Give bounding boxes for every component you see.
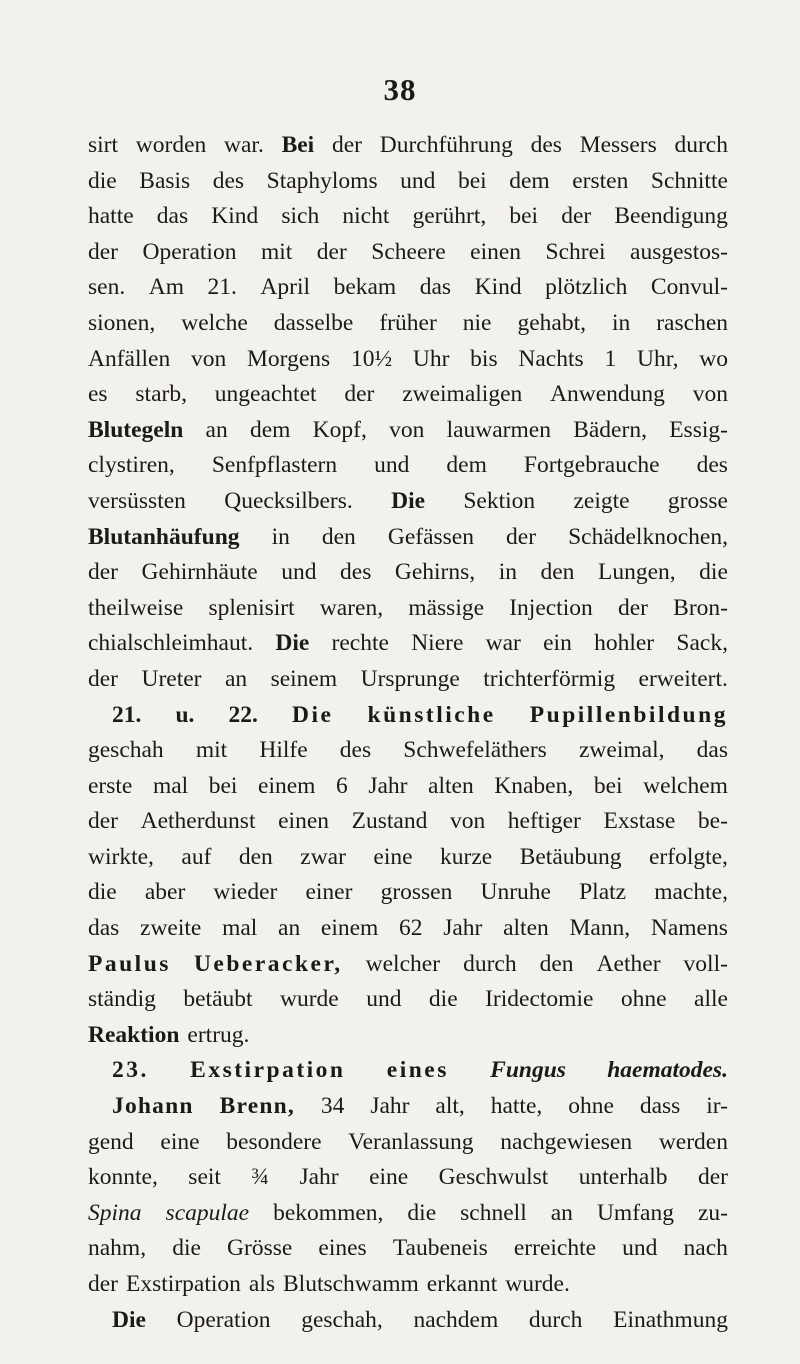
word: welche (181, 309, 248, 336)
text-line (88, 448, 728, 484)
word: Operation (142, 238, 237, 265)
word: splenisirt (208, 594, 295, 621)
word: Aetherdunst (140, 808, 256, 835)
word: Taubeneis (392, 1235, 488, 1262)
word: sirt (88, 132, 119, 158)
word: trichterförmig (483, 665, 616, 692)
word: des (340, 559, 372, 586)
text-line (88, 377, 728, 413)
text-line (88, 270, 728, 306)
text-line (88, 769, 728, 805)
word: chialschleimhaut. (88, 630, 254, 657)
text-line (88, 875, 728, 911)
word: von (449, 808, 486, 835)
text-line (88, 840, 728, 876)
word: Morgens (247, 345, 331, 372)
word: raschen (656, 309, 728, 336)
word: hatte, (490, 1093, 543, 1120)
word: werden (658, 1128, 728, 1155)
word: Injection (509, 594, 593, 621)
word: Umfang (596, 1199, 674, 1226)
word: die (172, 1235, 201, 1262)
text-line (88, 1303, 728, 1339)
word: in (498, 559, 517, 586)
word: Lungen, (597, 559, 676, 586)
word: einer (305, 879, 353, 906)
word: Die (391, 487, 426, 514)
word: geschah (88, 737, 164, 764)
word: Die (291, 701, 334, 728)
word: Beendigung (614, 203, 728, 230)
text-line (88, 342, 728, 378)
word: gend (88, 1128, 134, 1155)
word: zu- (697, 1199, 728, 1226)
word: und (400, 167, 436, 194)
word: mässige (408, 594, 485, 621)
word: Uhr, (636, 345, 679, 372)
word: nahm, (88, 1235, 147, 1262)
word: nachdem (413, 1306, 499, 1333)
word: clystiren, (88, 452, 175, 479)
word: Convul- (650, 274, 728, 301)
word: Fortgebrauche (523, 452, 660, 479)
text-line (88, 804, 728, 840)
word: ungeachtet (214, 381, 317, 408)
word: der (617, 594, 648, 621)
word: konnte, (88, 1164, 158, 1191)
word: durch (463, 950, 517, 977)
text-line (88, 1160, 728, 1196)
word: heftiger (507, 808, 581, 835)
word: die (428, 986, 458, 1013)
word: Fungus (490, 1057, 566, 1084)
text-line (88, 982, 728, 1018)
word: Schwefeläthers (403, 737, 547, 764)
word: den (540, 559, 575, 586)
word: erste (88, 772, 133, 799)
word: der (88, 808, 119, 835)
word: eine (369, 1164, 409, 1191)
word: 1 (604, 345, 617, 372)
word: Reaktion (88, 1021, 180, 1048)
word: der (88, 665, 119, 692)
word: Exstirpation (190, 1057, 346, 1084)
word: 10½ (350, 345, 393, 372)
word: plötzlich (545, 274, 628, 301)
word: Ureter (141, 665, 202, 692)
word: schnell (460, 1199, 527, 1226)
word: welcher (365, 950, 441, 977)
word: Schrei (545, 238, 606, 265)
word: worden (135, 132, 207, 158)
word: Jahr (368, 772, 408, 799)
word: ir- (706, 1093, 728, 1120)
text-line (88, 1231, 728, 1267)
text-line (88, 1053, 728, 1089)
word: Veranlassung (348, 1128, 474, 1155)
word: Betäubung (519, 843, 622, 870)
word: und (622, 1235, 658, 1262)
word: Niere (411, 630, 464, 657)
word: Namens (650, 915, 728, 942)
word: zeigte (573, 487, 630, 514)
word: des (530, 132, 562, 158)
text-line (88, 164, 728, 200)
word: 62 (399, 915, 423, 942)
word: welchem (643, 772, 728, 799)
word: und (366, 986, 402, 1013)
word: an (550, 1199, 573, 1226)
word: dem (509, 167, 550, 194)
word: das (696, 737, 728, 764)
word: 22. (228, 701, 258, 728)
word: des (696, 452, 728, 479)
word: Bron- (673, 594, 728, 621)
word: die (88, 167, 117, 194)
word: einem (258, 772, 316, 799)
word: Ursprunge (360, 665, 460, 692)
word: Zustand (351, 808, 428, 835)
word: Schädelknochen, (568, 523, 728, 550)
word: als (248, 1271, 275, 1297)
word: Einathmung (613, 1306, 728, 1333)
word: u. (175, 701, 195, 728)
word: geschah, (301, 1306, 383, 1333)
word: Essig- (669, 416, 728, 443)
word: Hilfe (259, 737, 308, 764)
word: Sektion (463, 487, 536, 514)
word: bei (593, 772, 623, 799)
word: nicht (342, 203, 390, 230)
word: wurde. (505, 1271, 570, 1297)
word: eine (373, 843, 413, 870)
word: mit (195, 737, 228, 764)
word: voll- (683, 950, 728, 977)
word: die (407, 1199, 437, 1226)
word: Kopf, (312, 416, 367, 443)
body-text (88, 128, 728, 1338)
word: an (224, 665, 248, 692)
word: machte, (654, 879, 728, 906)
text-line (88, 520, 728, 556)
text-line (88, 733, 728, 769)
word: war. (224, 132, 264, 158)
word: Uhr (412, 345, 450, 372)
word: Pupillenbildung (529, 701, 728, 728)
word: be- (697, 808, 728, 835)
text-line (88, 235, 728, 271)
word: Blutegeln (88, 416, 184, 443)
word: rechte (331, 630, 389, 657)
word: Knaben, (494, 772, 574, 799)
word: Brenn, (219, 1093, 295, 1120)
word: lauwarmen (446, 416, 551, 443)
word: Die (275, 630, 310, 657)
word: April (260, 274, 311, 301)
word: bis (470, 345, 498, 372)
word: Aether (596, 950, 661, 977)
word: der (316, 238, 347, 265)
word: Nachts (518, 345, 584, 372)
text-line (88, 591, 728, 627)
word: Die (112, 1306, 146, 1333)
word: Johann (112, 1093, 194, 1120)
word: Basis (139, 167, 191, 194)
word: 21. (207, 274, 237, 301)
word: betäubt (183, 986, 253, 1013)
word: des (212, 167, 245, 194)
text-line (88, 555, 728, 591)
word: Iridectomie (485, 986, 594, 1013)
text-line (88, 1267, 728, 1303)
word: mal (222, 915, 258, 942)
word: Kind (211, 203, 259, 230)
word: dasselbe (273, 309, 354, 336)
word: Paulus (88, 950, 171, 977)
word: eines (386, 1057, 449, 1084)
text-line (88, 199, 728, 235)
word: der (506, 523, 537, 550)
word: Kind (474, 274, 522, 301)
word: an (205, 416, 228, 443)
word: eine (160, 1128, 200, 1155)
word: Ueberacker, (193, 950, 343, 977)
text-line (88, 626, 728, 662)
word: alt, (435, 1093, 465, 1120)
word: waren, (319, 594, 384, 621)
word: den (321, 523, 356, 550)
word: das (156, 203, 189, 230)
word: Exstirpation (126, 1271, 241, 1297)
word: und (281, 559, 317, 586)
word: alten (503, 915, 549, 942)
word: gerührt, (412, 203, 487, 230)
word: scapulae (165, 1199, 250, 1226)
word: grossen (380, 879, 453, 906)
word: ersten (572, 167, 629, 194)
word: bekam (333, 274, 397, 301)
word: besondere (226, 1128, 322, 1155)
word: ¾ (251, 1164, 270, 1191)
word: Exstase (603, 808, 676, 835)
word: bei (509, 203, 539, 230)
text-line (88, 413, 728, 449)
word: wo (699, 345, 728, 372)
word: Am (148, 274, 184, 301)
word: Anfällen (88, 345, 171, 372)
word: Grösse (227, 1235, 293, 1262)
word: Jahr (443, 915, 483, 942)
word: Geschwulst (438, 1164, 549, 1191)
word: auf (181, 843, 212, 870)
word: erweitert. (638, 665, 728, 692)
word: durch (528, 1306, 583, 1333)
word: dem (249, 416, 291, 443)
word: Bei (281, 132, 315, 158)
text-line (88, 1018, 728, 1054)
word: 34 (320, 1093, 345, 1120)
word: zweite (140, 915, 202, 942)
text-line (88, 306, 728, 342)
word: Blutschwamm (283, 1271, 419, 1297)
word: Mann, (569, 915, 631, 942)
word: kurze (440, 843, 493, 870)
word: 6 (336, 772, 348, 799)
word: erreichte (513, 1235, 597, 1262)
word: der (88, 1271, 119, 1297)
word: einen (278, 808, 329, 835)
word: Blutanhäufung (88, 523, 240, 550)
word: ständig (88, 986, 156, 1013)
word: einen (470, 238, 522, 265)
word: in (271, 523, 290, 550)
word: Anwendung (550, 381, 665, 408)
word: der (88, 238, 119, 265)
word: durch (674, 132, 728, 158)
word: Staphyloms (266, 167, 378, 194)
word: in (611, 309, 631, 336)
word: starb, (135, 381, 187, 408)
word: an (278, 915, 301, 942)
word: einem (320, 915, 379, 942)
page-number: 38 (383, 72, 417, 107)
word: sionen, (88, 309, 156, 336)
word: die (88, 879, 117, 906)
word: Jahr (299, 1164, 339, 1191)
word: des (339, 737, 372, 764)
word: Messers (579, 132, 657, 158)
text-line (88, 1196, 728, 1232)
word: nie (462, 309, 492, 336)
word: 21. (112, 701, 142, 728)
word: der (344, 381, 375, 408)
text-line (88, 911, 728, 947)
word: Bädern, (573, 416, 647, 443)
word: sen. (88, 274, 126, 301)
word: war (485, 630, 521, 657)
word: künstliche (367, 701, 496, 728)
word: unterhalb (578, 1164, 668, 1191)
word: alle (694, 986, 728, 1013)
word: wirkte, (88, 843, 154, 870)
word: bekommen, (273, 1199, 384, 1226)
word: Gehirns, (394, 559, 476, 586)
word: das (419, 274, 452, 301)
word: früher (379, 309, 437, 336)
text-line (88, 1089, 728, 1125)
word: wieder (213, 879, 278, 906)
text-line (88, 698, 728, 734)
word: und (374, 452, 410, 479)
word: ein (543, 630, 572, 657)
word: von (389, 416, 425, 443)
word: grosse (667, 487, 728, 514)
word: Quecksilbers. (224, 487, 353, 514)
word: ausgestos- (630, 238, 728, 265)
text-line (88, 484, 728, 520)
word: theilweise (88, 594, 184, 621)
word: den (539, 950, 574, 977)
word: versüssten (88, 487, 186, 514)
word: nachgewiesen (500, 1128, 633, 1155)
word: ertrug. (187, 1021, 250, 1048)
word: es (88, 381, 108, 408)
word: erkannt (426, 1271, 498, 1297)
word: dass (639, 1093, 681, 1120)
word: Operation (176, 1306, 271, 1333)
word: Gehirnhäute (141, 559, 258, 586)
word: nach (683, 1235, 728, 1262)
word: seit (188, 1164, 221, 1191)
text-line (88, 662, 728, 698)
word: wurde (280, 986, 339, 1013)
word: Durchführung (379, 132, 513, 158)
word: der (88, 559, 119, 586)
word: 23. (112, 1057, 149, 1084)
word: haematodes. (607, 1057, 728, 1084)
word: von (191, 345, 227, 372)
word: Sack, (676, 630, 728, 657)
word: eines (318, 1235, 367, 1262)
word: von (692, 381, 728, 408)
word: das (88, 915, 120, 942)
word: zweimal, (579, 737, 665, 764)
word: Platz (579, 879, 627, 906)
word: Unruhe (480, 879, 551, 906)
word: die (699, 559, 728, 586)
word: bei (457, 167, 487, 194)
word: gehabt, (517, 309, 586, 336)
word: sich (281, 203, 320, 230)
word: erfolgte, (648, 843, 728, 870)
word: seinem (270, 665, 338, 692)
word: mal (152, 772, 189, 799)
word: Schnitte (650, 167, 728, 194)
word: alten (428, 772, 474, 799)
word: dem (446, 452, 487, 479)
word: der (561, 203, 592, 230)
word: Jahr (370, 1093, 410, 1120)
word: mit (260, 238, 293, 265)
word: zweimaligen (402, 381, 523, 408)
word: der (697, 1164, 728, 1191)
text-line (88, 947, 728, 983)
word: bei (208, 772, 238, 799)
word: ohne (620, 986, 667, 1013)
word: Gefässen (387, 523, 474, 550)
word: aber (144, 879, 186, 906)
word: hatte (88, 203, 134, 230)
word: hohler (594, 630, 655, 657)
word: Spina (88, 1199, 142, 1226)
word: der (331, 132, 362, 158)
word: Scheere (371, 238, 446, 265)
text-line (88, 1125, 728, 1161)
word: Senfpflastern (211, 452, 338, 479)
text-line (88, 128, 728, 164)
word: ohne (568, 1093, 614, 1120)
word: zwar (300, 843, 346, 870)
word: den (238, 843, 273, 870)
